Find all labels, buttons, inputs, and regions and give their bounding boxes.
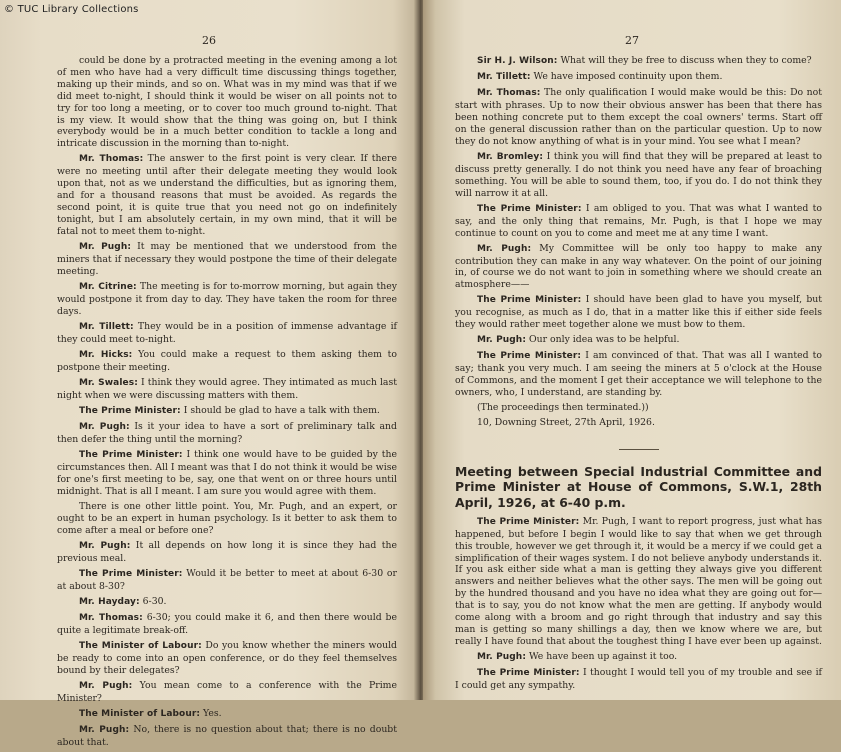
transcript-paragraph: [455, 87, 822, 148]
transcript-paragraph: [455, 55, 822, 68]
transcript-paragraph: [57, 596, 397, 609]
transcript-paragraph: [57, 377, 397, 402]
speaker-name: Mr. Pugh:: [79, 540, 131, 551]
transcript-paragraph: [455, 243, 822, 292]
speech-text: There is one other little point. You, Mr. Pugh, and an expert, or ought to be an expert in human psychology. Is it better to ask them to come after a meal or before one?: [57, 500, 397, 536]
speech-text: Would it be better to meet at about 6-30 or at about 8-30?: [57, 567, 397, 592]
speaker-name: Mr. Hicks:: [79, 349, 133, 360]
transcript-paragraph: [455, 667, 822, 692]
right-text-column: [455, 55, 822, 695]
speaker-name: Mr. Pugh:: [477, 652, 527, 663]
speech-text: I think you will find that they will be prepared at least to discuss pretty generally. I do not think you need have any fear of broaching something. You will be able to sound them, too, if you do. I do not think they will narrow it at all.: [455, 150, 822, 199]
page-number: 27: [625, 34, 639, 47]
transcript-block: [455, 516, 822, 692]
speaker-name: Mr. Tillett:: [79, 321, 134, 332]
speaker-name: Mr. Hayday:: [79, 596, 140, 607]
dateline: 10, Downing Street, 27th April, 1926.: [477, 417, 655, 429]
right-page: [423, 0, 841, 700]
speech-text: I am obliged to you. That was what I wanted to say, and the only thing that remains, Mr. Pugh, is that I hope we may continue to count on you to come and meet me at any time I want.: [455, 202, 822, 239]
speech-text: 6-30; you could make it 6, and then there would be quite a legitimate break-off.: [57, 611, 398, 636]
speaker-name: The Prime Minister:: [477, 203, 582, 214]
terminated-note: (The proceedings then terminated.)): [477, 402, 649, 414]
speech-text: 6-30.: [142, 595, 167, 607]
speaker-name: Mr. Swales:: [79, 377, 138, 388]
speech-text: I should have been glad to have you myself, but you recognise, as much as I do, that in a matter like this if either side feels they would rather meet together alone we must bow to them.: [455, 294, 822, 331]
speaker-name: Mr. Pugh:: [79, 724, 130, 735]
transcript-paragraph: [57, 640, 397, 677]
transcript-paragraph: [57, 540, 397, 565]
speaker-name: Mr. Bromley:: [477, 151, 544, 162]
speaker-name: Mr. Thomas:: [79, 612, 143, 623]
speech-text: Yes.: [203, 707, 222, 719]
left-page: [0, 0, 418, 748]
transcript-paragraph: [57, 349, 397, 374]
speech-text: My Committee will be only too happy to make any contribution they can make in any way whatever. On the point of our joining in, of course we do not want to join in something where we should create an atmosphere——: [455, 242, 822, 291]
speaker-name: Mr. Pugh:: [79, 421, 130, 432]
speech-text: They would be in a position of immense advantage if they could meet to-night.: [57, 320, 397, 345]
page-number: 26: [202, 34, 216, 47]
transcript-paragraph: [455, 651, 822, 664]
speaker-name: The Prime Minister:: [477, 516, 580, 527]
speech-text: It may be mentioned that we understood from the miners that if necessary they would postpone the time of their delegate meeting.: [57, 240, 397, 277]
speech-text: The only qualification I would make would be this: Do not start with phrases. Up to now their obvious answer has been that there has been nothing concrete put to them except the coal owners' terms. Start off on the general discussion rather than on the particular question. Up to now they do not know anything of what is in your mind. You see what I mean?: [455, 87, 822, 147]
speaker-name: Mr. Pugh:: [477, 243, 532, 254]
transcript-paragraph: [455, 516, 822, 648]
speaker-name: The Prime Minister:: [79, 568, 183, 579]
transcript-paragraph: [57, 321, 397, 346]
section-heading: Meeting between Special Industrial Committee and Prime Minister at House of Commons, S.W.1, 28th April, 1926, at 6-40 p.m.: [455, 464, 822, 510]
speaker-name: Mr. Tillett:: [477, 72, 531, 83]
speech-text: The answer to the first point is very clear. If there were no meeting until after their delegate meeting they would look upon that, not as we understand the difficulties, but as ignoring them, and for a thousand reasons that must be avoided. As regards the second point, it is quite true that you need not go on indefinitely tonight, but I am absolutely certain, in my own mind, that it will be fatal not to meet them to-night.: [57, 153, 397, 237]
transcript-block: [455, 55, 822, 399]
speech-text: What will they be free to discuss when they to come?: [560, 55, 812, 66]
transcript-paragraph: [57, 281, 397, 318]
transcript-paragraph: [57, 153, 397, 237]
speaker-name: The Prime Minister:: [477, 295, 582, 306]
section-divider: [619, 449, 659, 450]
speech-text: Mr. Pugh, I want to report progress, just what has happened, but before I begin I would like to say that when we get through this trouble, however we get through it, it would be a mercy if we could get a simplification of their wages system. I do not believe anybody understands it. If you ask either side what a man is getting they always give you different answers and neither believes what the other says. The men will be going out by the hundred thousand and you have no idea what they are going out for—that is to say, you do not know what the men are getting. If anybody would come along with a broom and go right through that industry and say this man is getting so many shillings a day, then we know where we are, but really I have found that about the toughest thing I have ever been up against.: [455, 515, 822, 647]
speech-text: The meeting is for to-morrow morning, but again they would postpone it from day to day. They have taken the room for three days.: [57, 280, 397, 317]
transcript-paragraph: [455, 294, 822, 331]
speaker-name: Mr. Thomas:: [477, 88, 541, 99]
transcript-paragraph: [57, 405, 397, 418]
left-text-column: [57, 55, 397, 752]
speaker-name: The Minister of Labour:: [79, 640, 202, 651]
speech-text: You mean come to a conference with the Prime Minister?: [57, 679, 397, 704]
transcript-paragraph: [57, 449, 397, 498]
transcript-paragraph: [57, 724, 397, 749]
speech-text: I think one would have to be guided by the circumstances then. All I meant was that I do not think it would be wise for one's first meeting to be, say, one that went on or three hours until midnight. That is all I meant. I am sure you would agree with them.: [57, 448, 397, 497]
transcript-paragraph: [455, 350, 822, 399]
transcript-paragraph: [57, 241, 397, 278]
transcript-paragraph: [57, 55, 397, 150]
transcript-paragraph: [57, 708, 397, 721]
speech-text: No, there is no question about that; there is no doubt about that.: [57, 723, 397, 748]
transcript-paragraph: [455, 151, 822, 200]
speech-text: It all depends on how long it is since they had the previous meal.: [57, 539, 397, 564]
speaker-name: Sir H. J. Wilson:: [477, 56, 558, 66]
speaker-name: The Prime Minister:: [477, 668, 580, 679]
speech-text: I should be glad to have a talk with them.: [183, 404, 380, 416]
speaker-name: The Prime Minister:: [477, 351, 582, 362]
speaker-name: Mr. Pugh:: [79, 241, 132, 252]
transcript-paragraph: [57, 568, 397, 593]
speaker-name: The Prime Minister:: [79, 405, 181, 416]
speech-text: I thought I would tell you of my trouble and see if I could get any sympathy.: [455, 667, 822, 692]
transcript-paragraph: [57, 612, 397, 637]
speech-text: You could make a request to them asking them to postpone their meeting.: [57, 348, 397, 373]
speech-text: I think they would agree. They intimated as much last night when we were discussing matters with them.: [57, 376, 397, 401]
speech-text: Our only idea was to be helpful.: [529, 334, 680, 346]
speaker-name: Mr. Pugh:: [477, 335, 527, 346]
speaker-name: Mr. Citrine:: [79, 281, 137, 292]
speaker-name: Mr. Thomas:: [79, 154, 144, 165]
speaker-name: Mr. Pugh:: [79, 680, 133, 691]
speech-text: Is it your idea to have a sort of preliminary talk and then defer the thing until the morning?: [57, 420, 397, 445]
transcript-paragraph: [57, 501, 397, 537]
speech-text: Do you know whether the miners would be ready to come into an open conference, or do they feel themselves bound by their delegates?: [57, 639, 397, 676]
transcript-paragraph: [57, 421, 397, 446]
transcript-paragraph: [455, 334, 822, 347]
speech-text: I am convinced of that. That was all I wanted to say; thank you very much. I am seeing the miners at 5 o'clock at the House of Commons, and the moment I get their acceptance we will telephone to the owners, who, I understand, are standing by.: [455, 350, 822, 399]
transcript-paragraph: [455, 71, 822, 84]
speaker-name: The Minister of Labour:: [79, 708, 201, 719]
watermark: © TUC Library Collections: [4, 4, 139, 15]
speaker-name: The Prime Minister:: [79, 449, 183, 460]
speech-text: We have imposed continuity upon them.: [533, 71, 723, 83]
speech-text: could be done by a protracted meeting in the evening among a lot of men who have had a very difficult time discussing things together, making up their minds, and so on. What was in my mind was that if we did meet to-night, I should think it would be wiser on all points not to try for too long a meeting, or to cover too much ground to-night. That is my view. It would show that the thing was going on, but I think everybody would be in a much better condition to tackle a long and intricate discussion in the morning than to-night.: [57, 55, 397, 150]
speech-text: We have been up against it too.: [529, 651, 678, 663]
transcript-paragraph: [455, 203, 822, 240]
transcript-paragraph: [57, 680, 397, 705]
